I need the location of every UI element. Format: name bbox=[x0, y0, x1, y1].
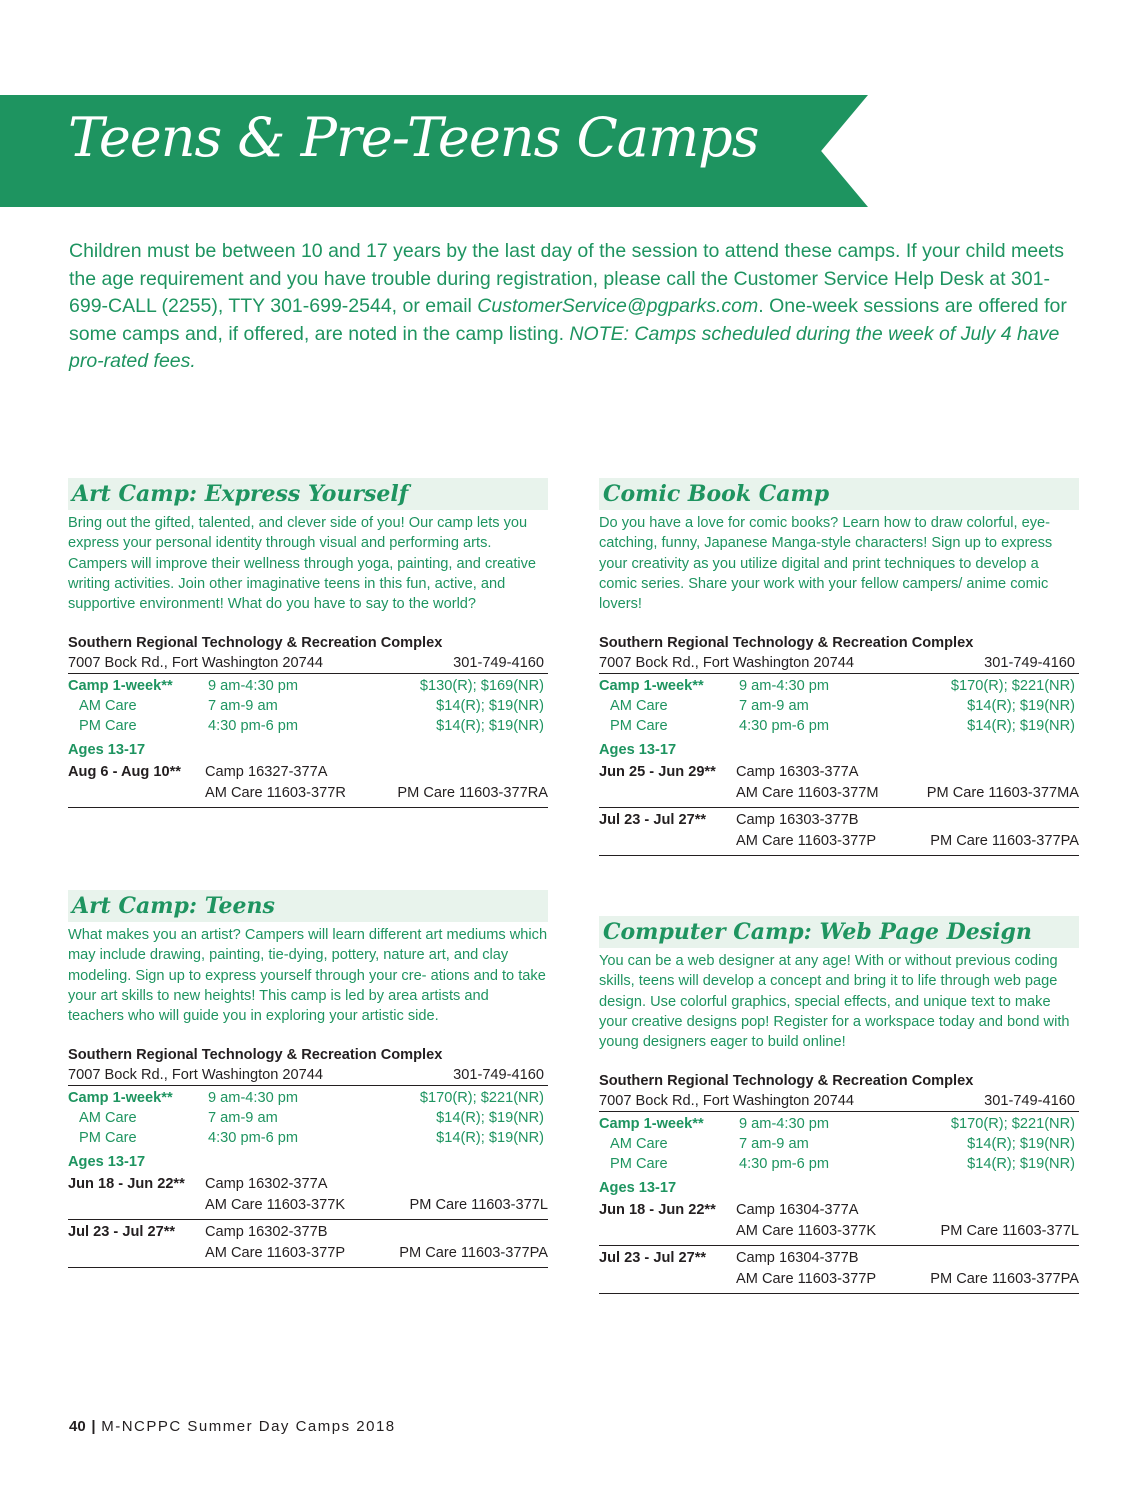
fee-price: $14(R); $19(NR) bbox=[436, 698, 544, 715]
am-care-code: AM Care 11603-377M bbox=[736, 785, 879, 802]
facility-block bbox=[68, 1045, 548, 1086]
customer-service-email[interactable]: CustomerService@pgparks.com bbox=[477, 295, 759, 317]
fee-label: AM Care bbox=[79, 1110, 137, 1127]
fee-time: 9 am-4:30 pm bbox=[208, 1090, 299, 1107]
fee-time: 9 am-4:30 pm bbox=[739, 1116, 830, 1133]
fee-price: $170(R); $221(NR) bbox=[419, 1090, 544, 1107]
session-dates: Jun 25 - Jun 29** bbox=[599, 764, 716, 781]
am-care-code: AM Care 11603-377R bbox=[205, 785, 346, 802]
pm-care-code: PM Care 11603-377RA bbox=[397, 785, 548, 802]
fee-time: 7 am-9 am bbox=[208, 698, 278, 715]
facility-address-row bbox=[599, 653, 1079, 674]
fee-time: 9 am-4:30 pm bbox=[739, 678, 830, 695]
camp-title: Comic Book Camp bbox=[599, 478, 1079, 510]
camp-description: What makes you an artist? Campers will learn different art mediums which may include drawing, painting, tie-dying, pottery, nature art, and clay modeling. Sign up to express yourself through your cre- ations and to take your art skills to new heights! This camp is led by area artists and teachers who will guide you in exploring your artistic side. bbox=[68, 927, 548, 1025]
session-codes bbox=[205, 1174, 548, 1216]
facility-name: Southern Regional Technology & Recreation Complex bbox=[599, 635, 974, 652]
pm-care-code: PM Care 11603-377PA bbox=[930, 1271, 1079, 1288]
am-care-code: AM Care 11603-377P bbox=[736, 1271, 877, 1288]
facility-phone: 301-749-4160 bbox=[453, 655, 544, 672]
age-range: Ages 13-17 bbox=[68, 1154, 146, 1171]
facility-address-row bbox=[68, 653, 548, 674]
facility-block bbox=[599, 1071, 1079, 1112]
fee-time: 9 am-4:30 pm bbox=[208, 678, 299, 695]
fee-price: $14(R); $19(NR) bbox=[436, 1130, 544, 1147]
session-dates: Jun 18 - Jun 22** bbox=[68, 1176, 185, 1193]
fee-time: 4:30 pm-6 pm bbox=[208, 718, 299, 735]
page-title: Teens & Pre-Teens Camps bbox=[68, 106, 759, 169]
fee-price: $170(R); $221(NR) bbox=[950, 1116, 1075, 1133]
pm-care-code: PM Care 11603-377PA bbox=[399, 1245, 548, 1262]
fee-row bbox=[599, 1134, 1079, 1154]
facility-address-row bbox=[68, 1065, 548, 1086]
intro-paragraph bbox=[69, 238, 1069, 376]
camp-comic-book bbox=[599, 478, 1079, 856]
facility-name: Southern Regional Technology & Recreation Complex bbox=[68, 1047, 443, 1064]
facility-name: Southern Regional Technology & Recreation Complex bbox=[68, 635, 443, 652]
fee-row bbox=[68, 716, 548, 736]
camp-code: Camp 16303-377B bbox=[736, 812, 859, 829]
session-row bbox=[68, 760, 548, 808]
session-dates: Jun 18 - Jun 22** bbox=[599, 1202, 716, 1219]
facility-name: Southern Regional Technology & Recreation Complex bbox=[599, 1073, 974, 1090]
camp-code: Camp 16304-377A bbox=[736, 1202, 859, 1219]
am-care-code: AM Care 11603-377P bbox=[736, 833, 877, 850]
facility-address: 7007 Bock Rd., Fort Washington 20744 bbox=[599, 655, 854, 672]
facility-address-row bbox=[599, 1091, 1079, 1112]
session-dates: Jul 23 - Jul 27** bbox=[599, 812, 707, 829]
fee-table bbox=[68, 676, 548, 736]
fee-label: Camp 1-week** bbox=[68, 678, 173, 695]
session-codes bbox=[205, 1222, 548, 1264]
am-care-code: AM Care 11603-377P bbox=[205, 1245, 346, 1262]
intro-text-2: . One-week sessions are offered for some camps and, if offered, are noted in the camp listing. bbox=[69, 295, 1067, 345]
fee-time: 4:30 pm-6 pm bbox=[739, 1156, 830, 1173]
session-row bbox=[599, 760, 1079, 808]
camp-code: Camp 16327-377A bbox=[205, 764, 328, 781]
pm-care-code: PM Care 11603-377MA bbox=[926, 785, 1079, 802]
page-footer bbox=[69, 1418, 396, 1435]
fee-time: 4:30 pm-6 pm bbox=[208, 1130, 299, 1147]
fee-price: $14(R); $19(NR) bbox=[436, 1110, 544, 1127]
fee-price: $14(R); $19(NR) bbox=[967, 698, 1075, 715]
camp-description: Do you have a love for comic books? Learn how to draw colorful, eye-catching, funny, Japanese Manga-style characters! Sign up to express your creativity as you utilize digital and print techniques to develop a comic series. Share your work with your fellow campers/ anime comic lovers! bbox=[599, 515, 1053, 613]
fee-label: PM Care bbox=[610, 718, 668, 735]
fee-price: $14(R); $19(NR) bbox=[967, 1136, 1075, 1153]
facility-phone: 301-749-4160 bbox=[984, 1093, 1075, 1110]
fee-row bbox=[68, 696, 548, 716]
age-range: Ages 13-17 bbox=[68, 742, 146, 759]
session-codes bbox=[205, 762, 548, 804]
session-codes bbox=[736, 1200, 1079, 1242]
fee-table bbox=[68, 1088, 548, 1148]
facility-address: 7007 Bock Rd., Fort Washington 20744 bbox=[68, 1067, 323, 1084]
facility-block bbox=[68, 633, 548, 674]
fee-table bbox=[599, 1114, 1079, 1174]
session-codes bbox=[736, 762, 1079, 804]
fee-row bbox=[599, 1114, 1079, 1134]
facility-phone: 301-749-4160 bbox=[453, 1067, 544, 1084]
am-care-code: AM Care 11603-377K bbox=[736, 1223, 877, 1240]
fee-time: 7 am-9 am bbox=[739, 698, 809, 715]
intro-note: NOTE: Camps scheduled during the week of July 4 have pro-rated fees. bbox=[69, 322, 1060, 372]
camp-description: Bring out the gifted, talented, and clever side of you! Our camp lets you express your personal identity through visual and performing arts. Campers will improve their wellness through yoga, painting, and creative writing activities. Join other imaginative teens in this fun, active, and supportive environment! What do you have to say to the world? bbox=[68, 515, 537, 613]
intro-text-1: Children must be between 10 and 17 years by the last day of the session to attend these camps. If your child meets the age requirement and you have trouble during registration, please call the Customer Service Help Desk at 301-699-CALL (2255), TTY 301-699-2544, or email bbox=[69, 240, 1065, 317]
fee-label: Camp 1-week** bbox=[599, 1116, 704, 1133]
fee-label: PM Care bbox=[610, 1156, 668, 1173]
fee-price: $14(R); $19(NR) bbox=[967, 1156, 1075, 1173]
fee-row bbox=[599, 696, 1079, 716]
pm-care-code: PM Care 11603-377L bbox=[940, 1223, 1079, 1240]
camp-art-express-yourself bbox=[68, 478, 548, 808]
camp-code: Camp 16302-377B bbox=[205, 1224, 328, 1241]
age-range: Ages 13-17 bbox=[599, 742, 677, 759]
camp-description: You can be a web designer at any age! With or without previous coding skills, teens will develop a concept and bring it to life through web page design. Use colorful graphics, special effects, and unique text to make your creative designs pop! Register for a workspace today and bond with young designers eager to build online! bbox=[599, 953, 1070, 1051]
session-row bbox=[599, 808, 1079, 856]
camp-title: Computer Camp: Web Page Design bbox=[599, 916, 1079, 948]
fee-time: 7 am-9 am bbox=[208, 1110, 278, 1127]
camp-code: Camp 16303-377A bbox=[736, 764, 859, 781]
session-dates: Jul 23 - Jul 27** bbox=[599, 1250, 707, 1267]
fee-price: $14(R); $19(NR) bbox=[967, 718, 1075, 735]
fee-price: $130(R); $169(NR) bbox=[419, 678, 544, 695]
session-codes bbox=[736, 1248, 1079, 1290]
session-row bbox=[599, 1246, 1079, 1294]
session-row bbox=[599, 1198, 1079, 1246]
fee-time: 7 am-9 am bbox=[739, 1136, 809, 1153]
session-row bbox=[68, 1220, 548, 1268]
age-range: Ages 13-17 bbox=[599, 1180, 677, 1197]
session-dates: Jul 23 - Jul 27** bbox=[68, 1224, 176, 1241]
camp-art-teens bbox=[68, 890, 548, 1268]
fee-row bbox=[68, 1128, 548, 1148]
fee-price: $170(R); $221(NR) bbox=[950, 678, 1075, 695]
session-dates: Aug 6 - Aug 10** bbox=[68, 764, 181, 781]
fee-label: AM Care bbox=[610, 1136, 668, 1153]
camp-title: Art Camp: Teens bbox=[68, 890, 548, 922]
publication-name: M-NCPPC Summer Day Camps 2018 bbox=[101, 1418, 396, 1435]
fee-label: Camp 1-week** bbox=[68, 1090, 173, 1107]
fee-label: PM Care bbox=[79, 1130, 137, 1147]
fee-label: AM Care bbox=[79, 698, 137, 715]
fee-label: PM Care bbox=[79, 718, 137, 735]
camp-code: Camp 16304-377B bbox=[736, 1250, 859, 1267]
camp-code: Camp 16302-377A bbox=[205, 1176, 328, 1193]
fee-table bbox=[599, 676, 1079, 736]
camp-web-page-design bbox=[599, 916, 1079, 1294]
fee-row bbox=[599, 716, 1079, 736]
facility-phone: 301-749-4160 bbox=[984, 655, 1075, 672]
pm-care-code: PM Care 11603-377PA bbox=[930, 833, 1079, 850]
fee-row bbox=[68, 1088, 548, 1108]
facility-address: 7007 Bock Rd., Fort Washington 20744 bbox=[599, 1093, 854, 1110]
fee-row bbox=[599, 676, 1079, 696]
footer-separator: | bbox=[91, 1418, 96, 1435]
fee-label: Camp 1-week** bbox=[599, 678, 704, 695]
fee-price: $14(R); $19(NR) bbox=[436, 718, 544, 735]
fee-time: 4:30 pm-6 pm bbox=[739, 718, 830, 735]
page-number: 40 bbox=[69, 1418, 86, 1435]
pm-care-code: PM Care 11603-377L bbox=[409, 1197, 548, 1214]
session-row bbox=[68, 1172, 548, 1220]
fee-row bbox=[68, 1108, 548, 1128]
camp-title: Art Camp: Express Yourself bbox=[68, 478, 548, 510]
facility-block bbox=[599, 633, 1079, 674]
fee-row bbox=[599, 1154, 1079, 1174]
fee-row bbox=[68, 676, 548, 696]
session-codes bbox=[736, 810, 1079, 852]
am-care-code: AM Care 11603-377K bbox=[205, 1197, 346, 1214]
fee-label: AM Care bbox=[610, 698, 668, 715]
facility-address: 7007 Bock Rd., Fort Washington 20744 bbox=[68, 655, 323, 672]
